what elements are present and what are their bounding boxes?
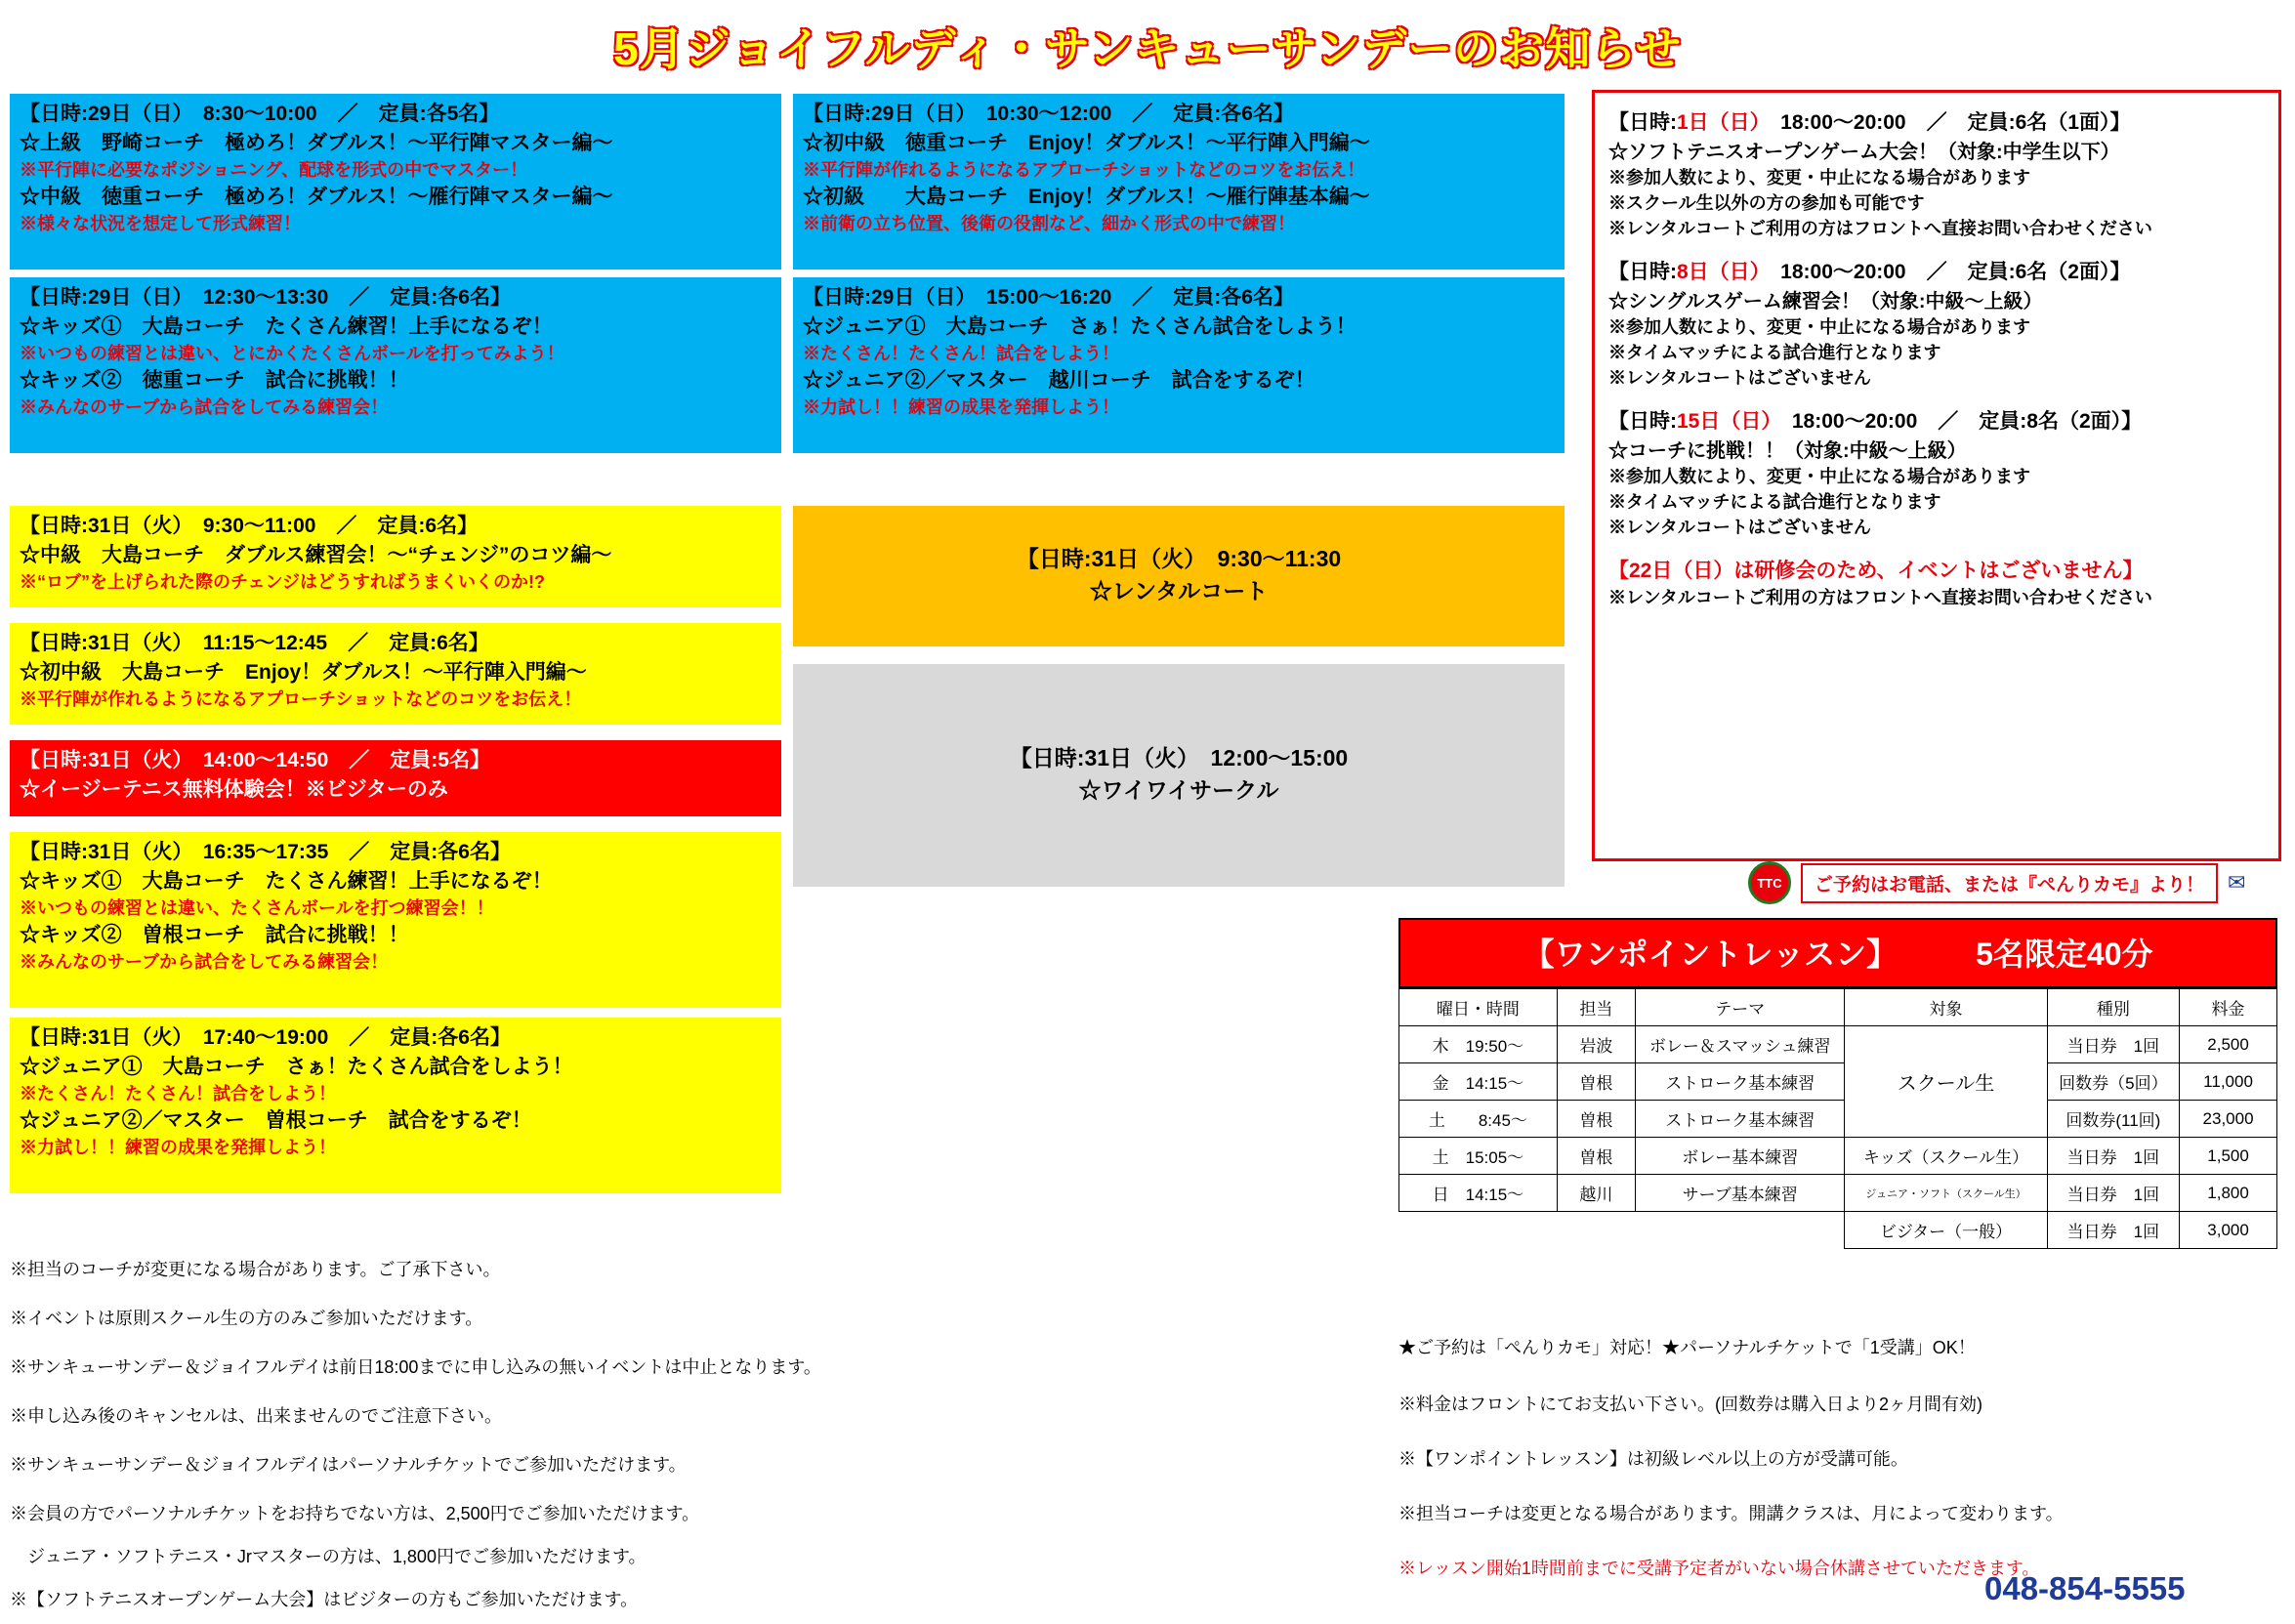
event-line: ☆レンタルコート (1089, 578, 1269, 604)
onepoint-table (1398, 988, 2277, 1249)
event-note: ※前衛の立ち位置、後衛の役割など、細かく形式の中で練習！ (803, 213, 1295, 233)
cell-price: 23,000 (2180, 1101, 2277, 1138)
event-note: ※力試し！！練習の成果を発揮しよう！ (803, 396, 1119, 417)
cell-kind: 当日券 1回 (2047, 1212, 2179, 1249)
sunday-event-group-4 (1608, 555, 2265, 609)
event-block-3 (10, 277, 781, 453)
event-line: ☆シングルスゲーム練習会！（対象:中級〜上級） (1608, 291, 2043, 312)
event-note: ※たくさん！たくさん！試合をしよう！ (803, 343, 1119, 363)
footnote: ※サンキューサンデー＆ジョイフルデイはパーソナルチケットでご参加いただけます。 (10, 1455, 687, 1475)
event-note: ※様々な状況を想定して形式練習！ (20, 213, 301, 233)
cell-empty (1636, 1212, 1845, 1249)
cell-day: 土 15:05〜 (1399, 1138, 1558, 1175)
event-note: ※いつもの練習とは違い、とにかくたくさんボールを打ってみよう！ (20, 343, 564, 363)
col-price: 料金 (2180, 989, 2277, 1026)
reservation-strip (1748, 859, 2275, 906)
event-note: ※“ロブ”を上げられた際のチェンジはどうすればうまくいくのか!? (20, 571, 545, 592)
sunday-event-group-1 (1608, 106, 2265, 240)
table-row (1399, 1063, 2277, 1101)
cell-target: ビジター（一般） (1845, 1212, 2047, 1249)
sunday-event-group-2 (1608, 256, 2265, 390)
event-note: ※みんなのサーブから試合をしてみる練習会！ (20, 951, 389, 972)
cell-day: 日 14:15〜 (1399, 1175, 1558, 1212)
cell-coach: 越川 (1557, 1175, 1635, 1212)
cell-theme: ストローク基本練習 (1636, 1063, 1845, 1101)
table-row (1399, 1212, 2277, 1249)
footnote: ジュニア・ソフトテニス・Jrマスターの方は、1,800円でご参加いただけます。 (10, 1547, 647, 1566)
footnote: ※レッスン開始1時間前までに受講予定者がいない場合休講させていただきます。 (1398, 1559, 2040, 1578)
event-header: 【日時:1日（日） 18:00〜20:00 ／ 定員:6名（1面）】 (1608, 111, 2131, 134)
event-sub: ※参加人数により、変更・中止になる場合があります (1608, 168, 2030, 187)
event-sub: ※レンタルコートご利用の方はフロントへ直接お問い合わせください (1608, 219, 2152, 238)
event-line: ☆コーチに挑戦！！（対象:中級〜上級） (1608, 440, 1967, 462)
event-line: ☆ワイワイサークル (1078, 777, 1279, 803)
event-block-8 (10, 832, 781, 1008)
event-header: 【日時:8日（日） 18:00〜20:00 ／ 定員:6名（2面）】 (1608, 261, 2131, 283)
page-title: 5月ジョイフルディ・サンキューサンデーのお知らせ (613, 23, 1682, 74)
event-sub: ※タイムマッチによる試合進行となります (1608, 492, 1941, 512)
cell-target: ジュニア・ソフト（スクール生） (1845, 1175, 2047, 1212)
cell-empty (1557, 1212, 1635, 1249)
event-line: ☆上級 野崎コーチ 極めろ！ダブルス！〜平行陣マスター編〜 (20, 131, 613, 154)
event-header: 【日時:31日（火） 9:30〜11:30 (1016, 546, 1342, 572)
col-theme: テーマ (1636, 989, 1845, 1026)
cell-price: 1,500 (2180, 1138, 2277, 1175)
event-block-6 (10, 623, 781, 725)
cell-coach: 曽根 (1557, 1138, 1635, 1175)
event-sub: ※スクール生以外の方の参加も可能です (1608, 193, 1925, 213)
cell-coach: 曽根 (1557, 1101, 1635, 1138)
event-header: 【日時:29日（日） 12:30〜13:30 ／ 定員:各6名】 (20, 286, 511, 309)
event-line: ☆中級 大島コーチ ダブルス練習会！〜“チェンジ”のコツ編〜 (20, 543, 612, 566)
event-line: ☆キッズ② 徳重コーチ 試合に挑戦！！ (20, 369, 409, 393)
event-note: ※平行陣が作れるようになるアプローチショットなどのコツをお伝え！ (803, 159, 1365, 180)
event-line: ☆初級 大島コーチ Enjoy！ダブルス！〜雁行陣基本編〜 (803, 186, 1370, 209)
event-sub: ※レンタルコートご利用の方はフロントへ直接お問い合わせください (1608, 588, 2152, 607)
event-header: 【日時:31日（火） 9:30〜11:00 ／ 定員:6名】 (20, 515, 479, 537)
event-block-circle (793, 664, 1565, 887)
table-row (1399, 1175, 2277, 1212)
footnote: ※料金はフロントにてお支払い下さい。(回数券は購入日より2ヶ月間有効) (1398, 1395, 1982, 1414)
reservation-note: ご予約はお電話、または『ぺんりカモ』より！ (1801, 863, 2218, 903)
event-sub: ※タイムマッチによる試合進行となります (1608, 343, 1941, 362)
event-note: ※みんなのサーブから試合をしてみる練習会！ (20, 396, 389, 417)
col-target: 対象 (1845, 989, 2047, 1026)
event-header: 【日時:29日（日） 8:30〜10:00 ／ 定員:各5名】 (20, 103, 500, 125)
table-row (1399, 1138, 2277, 1175)
event-note: ※平行陣が作れるようになるアプローチショットなどのコツをお伝え！ (20, 688, 582, 709)
event-line: ☆ジュニア②／マスター 曽根コーチ 試合をするぞ！ (20, 1109, 532, 1133)
event-sub: ※参加人数により、変更・中止になる場合があります (1608, 317, 2030, 337)
cell-day: 金 14:15〜 (1399, 1063, 1558, 1101)
cell-target: キッズ（スクール生） (1845, 1138, 2047, 1175)
table-row (1399, 1026, 2277, 1063)
event-line: ☆初中級 徳重コーチ Enjoy！ダブルス！〜平行陣入門編〜 (803, 131, 1370, 154)
cell-coach: 曽根 (1557, 1063, 1635, 1101)
event-line: ☆ソフトテニスオープンゲーム大会！（対象:中学生以下） (1608, 142, 2120, 163)
event-line: ☆キッズ① 大島コーチ たくさん練習！上手になるぞ！ (20, 314, 553, 338)
table-row (1399, 1101, 2277, 1138)
event-line: ☆キッズ① 大島コーチ たくさん練習！上手になるぞ！ (20, 869, 553, 893)
footnote: ※サンキューサンデー＆ジョイフルデイは前日18:00までに申し込みの無いイベントは中止となります。 (10, 1357, 821, 1377)
footnote: ※担当のコーチが変更になる場合があります。ご了承下さい。 (10, 1260, 501, 1279)
cell-price: 1,800 (2180, 1175, 2277, 1212)
cell-theme: サーブ基本練習 (1636, 1175, 1845, 1212)
cell-kind: 当日券 1回 (2047, 1175, 2179, 1212)
event-header: 【日時:29日（日） 10:30〜12:00 ／ 定員:各6名】 (803, 103, 1294, 125)
onepoint-lesson-section (1398, 918, 2277, 1249)
cell-coach: 岩波 (1557, 1026, 1635, 1063)
event-header: 【日時:31日（火） 11:15〜12:45 ／ 定員:6名】 (20, 632, 489, 654)
event-block-rental (793, 506, 1565, 646)
onepoint-title: 【ワンポイントレッスン】 5名限定40分 (1398, 918, 2277, 988)
event-sub: ※参加人数により、変更・中止になる場合があります (1608, 467, 2030, 486)
cell-day: 土 8:45〜 (1399, 1101, 1558, 1138)
footnote: ★ご予約は「ぺんりカモ」対応！★パーソナルチケットで「1受講」OK！ (1398, 1338, 1976, 1357)
club-logo-icon: TTC (1748, 861, 1791, 904)
cell-theme: ボレー基本練習 (1636, 1138, 1845, 1175)
cell-empty (1399, 1212, 1558, 1249)
event-header: 【日時:31日（火） 12:00〜15:00 (1009, 745, 1349, 771)
table-header-row (1399, 989, 2277, 1026)
cell-theme: ストローク基本練習 (1636, 1101, 1845, 1138)
footnote: ※申し込み後のキャンセルは、出来ませんのでご注意下さい。 (10, 1406, 502, 1426)
cell-kind: 回数券(11回) (2047, 1101, 2179, 1138)
event-line: ☆中級 徳重コーチ 極めろ！ダブルス！〜雁行陣マスター編〜 (20, 186, 613, 209)
event-note: ※いつもの練習とは違い、たくさんボールを打つ練習会！！ (20, 897, 494, 918)
event-sub: ※レンタルコートはございません (1608, 368, 1871, 388)
event-block-5 (10, 506, 781, 607)
cell-price: 3,000 (2180, 1212, 2277, 1249)
event-line: ☆初中級 大島コーチ Enjoy！ダブルス！〜平行陣入門編〜 (20, 660, 587, 684)
footnote: ※会員の方でパーソナルチケットをお持ちでない方は、2,500円でご参加いただけます。 (10, 1504, 700, 1523)
event-note: ※力試し！！練習の成果を発揮しよう！ (20, 1137, 336, 1157)
event-block-4 (793, 277, 1565, 453)
event-line: ☆キッズ② 曽根コーチ 試合に挑戦！！ (20, 924, 409, 947)
phone-number: 048-854-5555 (1984, 1570, 2186, 1606)
cell-kind: 当日券 1回 (2047, 1026, 2179, 1063)
event-block-7 (10, 740, 781, 816)
event-line: ☆イージーテニス無料体験会！※ビジターのみ (20, 777, 448, 801)
event-sub: ※レンタルコートはございません (1608, 518, 1871, 537)
event-block-9 (10, 1018, 781, 1193)
cell-target: スクール生 (1845, 1026, 2047, 1138)
cell-theme: ボレー＆スマッシュ練習 (1636, 1026, 1845, 1063)
event-note: ※平行陣に必要なポジショニング、配球を形式の中でマスター！ (20, 159, 528, 180)
event-line: ☆ジュニア②／マスター 越川コーチ 試合をするぞ！ (803, 369, 1315, 393)
event-header: 【日時:31日（火） 16:35〜17:35 ／ 定員:各6名】 (20, 841, 511, 863)
footnote: ※【ワンポイントレッスン】は初級レベル以上の方が受講可能。 (1398, 1449, 1908, 1469)
event-header: 【日時:31日（火） 17:40〜19:00 ／ 定員:各6名】 (20, 1026, 511, 1049)
footnote: ※担当コーチは変更となる場合があります。開講クラスは、月によって変わります。 (1398, 1504, 2064, 1523)
event-block-2 (793, 94, 1565, 270)
cell-day: 木 19:50〜 (1399, 1026, 1558, 1063)
cell-kind: 回数券（5回） (2047, 1063, 2179, 1101)
event-line: ☆ジュニア① 大島コーチ さぁ！たくさん試合をしよう！ (20, 1055, 573, 1078)
event-header: 【日時:29日（日） 15:00〜16:20 ／ 定員:各6名】 (803, 286, 1294, 309)
fax-icon: ✉ (2228, 870, 2246, 895)
cell-price: 11,000 (2180, 1063, 2277, 1101)
event-header: 【日時:15日（日） 18:00〜20:00 ／ 定員:8名（2面）】 (1608, 410, 2143, 433)
sunday-event-group-3 (1608, 405, 2265, 539)
sunday-events-frame (1592, 90, 2281, 861)
event-header: 【22日（日）は研修会のため、イベントはございません】 (1608, 560, 2144, 582)
cell-kind: 当日券 1回 (2047, 1138, 2179, 1175)
cell-price: 2,500 (2180, 1026, 2277, 1063)
event-block-1 (10, 94, 781, 270)
col-kind: 種別 (2047, 989, 2179, 1026)
footnote: ※【ソフトテニスオープンゲーム大会】はビジターの方もご参加いただけます。 (10, 1590, 639, 1609)
col-coach: 担当 (1557, 989, 1635, 1026)
event-header: 【日時:31日（火） 14:00〜14:50 ／ 定員:5名】 (20, 749, 490, 771)
col-day: 曜日・時間 (1399, 989, 1558, 1026)
event-line: ☆ジュニア① 大島コーチ さぁ！たくさん試合をしよう！ (803, 314, 1356, 338)
event-note: ※たくさん！たくさん！試合をしよう！ (20, 1083, 336, 1103)
footnote: ※イベントは原則スクール生の方のみご参加いただけます。 (10, 1309, 483, 1328)
